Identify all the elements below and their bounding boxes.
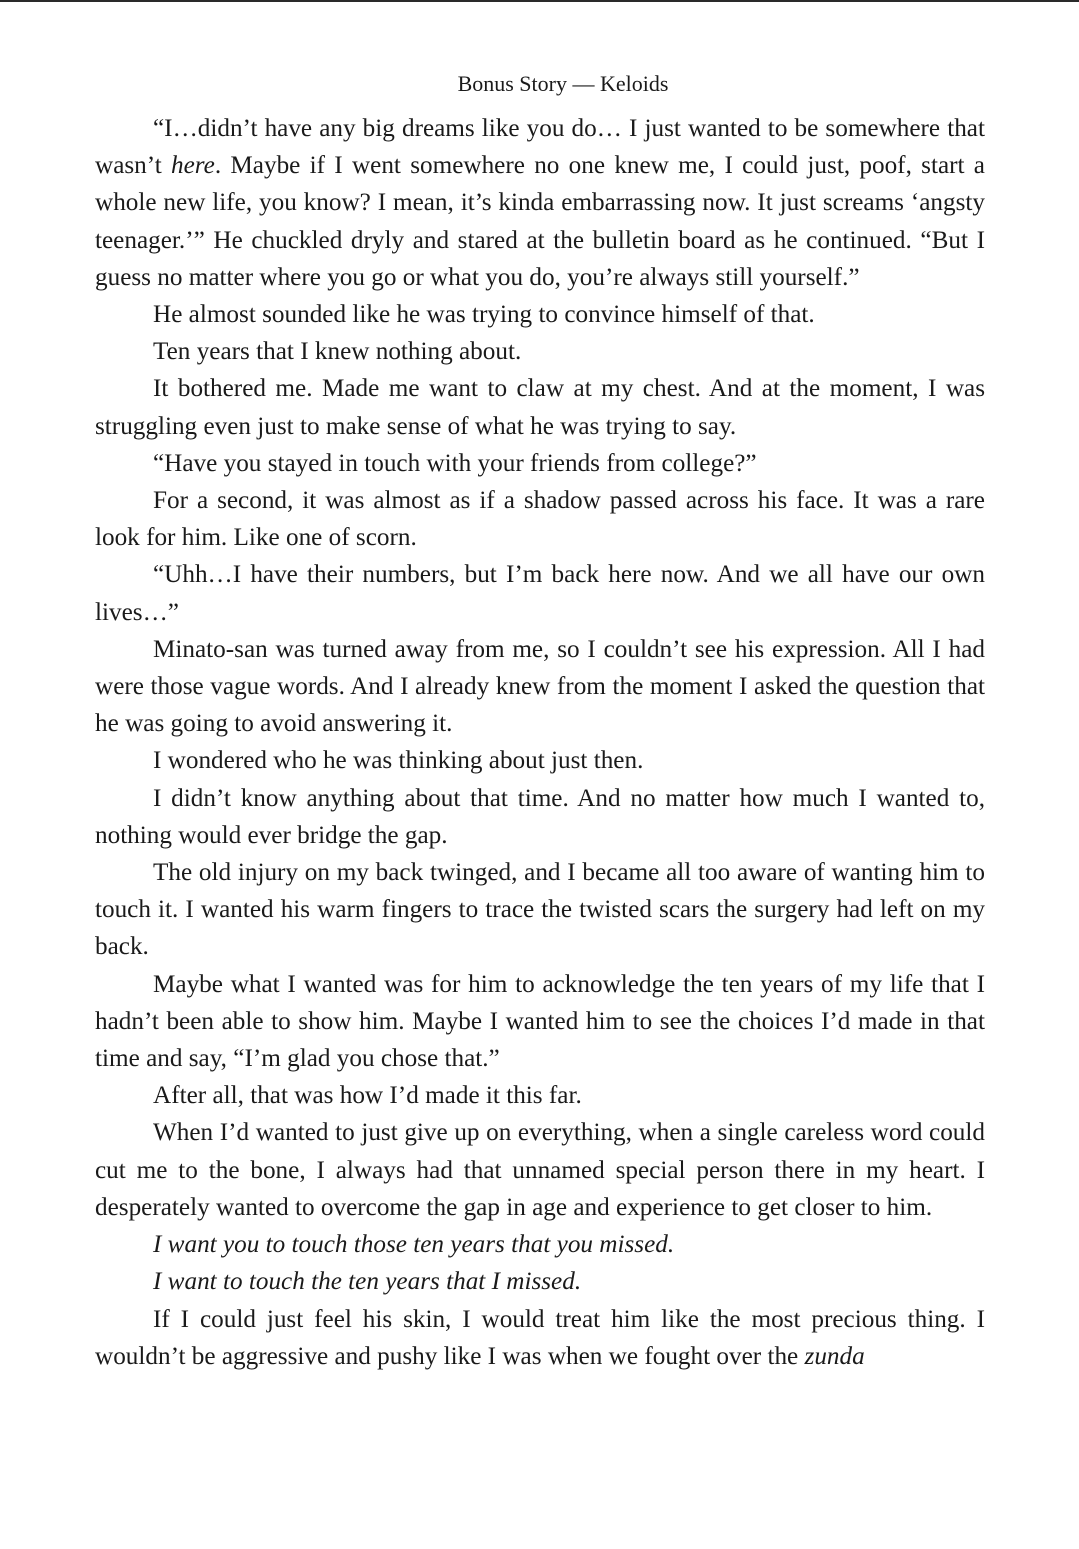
paragraph-16 <box>95 1263 985 1300</box>
paragraph-8: Minato-san was turned away from me, so I couldn’t see his expression. All I had were those vague words. And I already knew from the moment I asked the question that he was going to avoid answering it. <box>95 635 985 738</box>
emphasis-text: I want to touch the ten years that I missed. <box>153 1268 582 1296</box>
paragraph-17 <box>95 1301 985 1375</box>
book-page <box>95 64 985 1375</box>
paragraph-7: “Uhh…I have their numbers, but I’m back here now. And we all have our own lives…” <box>95 561 985 626</box>
paragraph-2: He almost sounded like he was trying to convince himself of that. <box>153 301 815 329</box>
page-body <box>95 110 985 1375</box>
paragraph-4: It bothered me. Made me want to claw at my chest. And at the moment, I was struggling even just to make sense of what he was trying to say. <box>95 375 985 440</box>
paragraph-13: After all, that was how I’d made it this far. <box>153 1082 582 1110</box>
paragraph-text: . Maybe if I went somewhere no one knew me, I could just, poof, start a whole new life, you know? I mean, it’s kinda embarrassing now. It just screams ‘angsty teenager.’” He chuckled dryly and stared at the bulletin board as he continued. “But I guess no matter where you go or what you do, you’re always still yourself.” <box>95 152 985 291</box>
paragraph-5: “Have you stayed in touch with your friends from college?” <box>153 449 757 477</box>
emphasis-text: here <box>170 152 215 180</box>
paragraph-text: “I…didn’t have any big dreams like you do… I just wanted to be somewhere that wasn’t <box>95 115 985 180</box>
running-head: Bonus Story — Keloids <box>457 71 669 96</box>
top-border-rule <box>0 0 1079 2</box>
paragraph-10: I didn’t know anything about that time. And no matter how much I wanted to, nothing would ever bridge the gap. <box>95 784 985 849</box>
paragraph-1 <box>95 110 985 296</box>
paragraph-text: If I could just feel his skin, I would treat him like the most precious thing. I wouldn’t be aggressive and pushy like I was when we fought over the <box>95 1305 985 1370</box>
paragraph-11: The old injury on my back twinged, and I became all too aware of wanting him to touch it. I wanted his warm fingers to trace the twisted scars the surgery had left on my back. <box>95 859 985 961</box>
paragraph-9: I wondered who he was thinking about just then. <box>153 747 644 775</box>
paragraph-6: For a second, it was almost as if a shadow passed across his face. It was a rare look for him. Like one of scorn. <box>95 487 985 552</box>
paragraph-14: When I’d wanted to just give up on everything, when a single careless word could cut me to the bone, I always had that unnamed special person there in my heart. I desperately wanted to overcome the gap in age and experience to get closer to him. <box>95 1119 985 1221</box>
paragraph-15 <box>95 1226 985 1263</box>
emphasis-text: zunda <box>804 1342 865 1370</box>
emphasis-text: I want you to touch those ten years that you missed. <box>153 1231 675 1259</box>
paragraph-3: Ten years that I knew nothing about. <box>153 338 522 366</box>
paragraph-12: Maybe what I wanted was for him to acknowledge the ten years of my life that I hadn’t been able to show him. Maybe I wanted him to see the choices I’d made in that time and say, “I’m glad you chose that.” <box>95 970 985 1073</box>
